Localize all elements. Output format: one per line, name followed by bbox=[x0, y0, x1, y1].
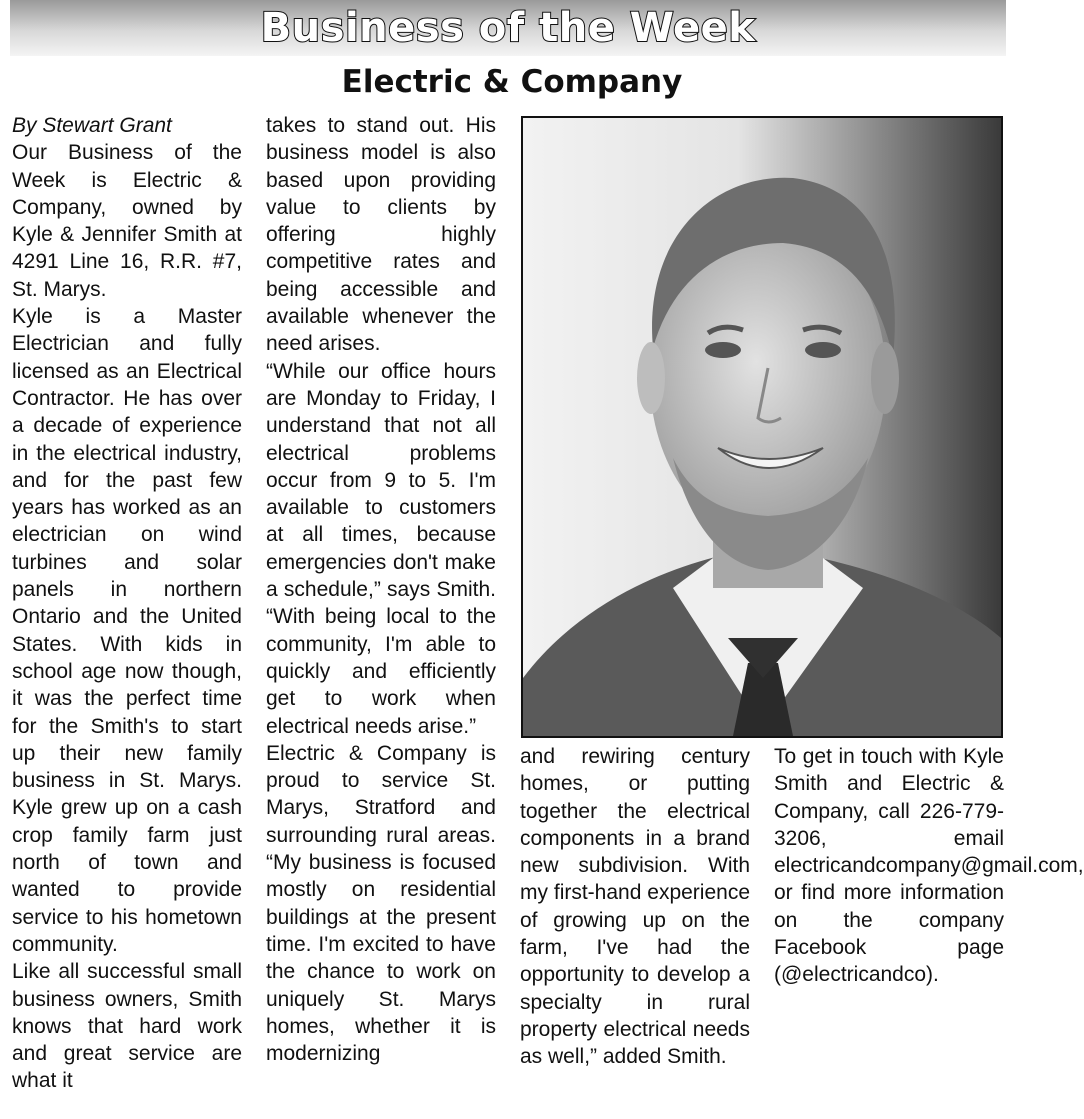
paragraph-contact: To get in touch with Kyle Smith and Electric & Company, call 226-779-3206, email electricandcompany@gmail.com, or find more information on the company Facebook page (@electricandco). bbox=[774, 745, 1084, 987]
banner-title: Business of the Week bbox=[260, 5, 756, 51]
paragraph-values-part1: Like all successful small business owners, Smith knows that hard work and great service are what it bbox=[12, 960, 242, 1093]
paragraph-values-part2: takes to stand out. His business model is also based upon providing value to clients by offering highly competitive rates and being accessible and available whenever the need arises. bbox=[266, 114, 496, 356]
byline: By Stewart Grant bbox=[12, 114, 172, 137]
paragraph-values-cont bbox=[266, 112, 496, 358]
paragraph-service-part1: Electric & Company is proud to service St. Marys, Stratford and surrounding rural areas. “My business is focused mostly on residential buildings at the present time. I'm excited to have the chance to work on uniquely St. Marys homes, whether it is modernizing bbox=[266, 741, 496, 1066]
portrait-illustration bbox=[523, 118, 1001, 736]
paragraph-intro: Our Business of the Week is Electric & Company, owned by Kyle & Jennifer Smith at 4291 Line 16, R.R. #7, St. Marys. bbox=[12, 141, 242, 301]
column-1 bbox=[12, 112, 242, 1095]
paragraph-service-part2: and rewiring century homes, or putting together the electrical components in a brand new subdivision. With my first-hand experience of growing up on the farm, I've had the opportunity to develop a specialty in rural property electrical needs as well,” added Smith. bbox=[520, 745, 750, 1069]
paragraph-quote: “While our office hours are Monday to Friday, I understand that not all electrical problems occur from 9 to 5. I'm available to customers at all times, because emergencies don't make a schedule,” says Smith. “With being local to the community, I'm able to quickly and efficiently get to work when electrical needs arise.” bbox=[266, 359, 496, 738]
paragraph-background: Kyle is a Master Electrician and fully licensed as an Electrical Contractor. He has over a decade of experience in the electrical industry, and for the past few years has worked as an electrician on wind turbines and solar panels in northern Ontario and the United States. With kids in school age now though, it was the perfect time for the Smith's to start up their new family business in St. Marys. Kyle grew up on a cash crop family farm just north of town and wanted to provide service to his hometown community. bbox=[12, 305, 242, 956]
paragraph-service-area-cont bbox=[520, 743, 750, 1071]
banner bbox=[10, 0, 1006, 56]
column-2 bbox=[266, 112, 496, 1067]
portrait-photo bbox=[521, 116, 1003, 738]
column-3 bbox=[520, 743, 750, 1071]
article-headline: Electric & Company bbox=[341, 64, 683, 100]
paragraph-values bbox=[12, 958, 242, 1094]
column-4 bbox=[774, 743, 1084, 989]
paragraph-service-area bbox=[266, 740, 496, 1068]
